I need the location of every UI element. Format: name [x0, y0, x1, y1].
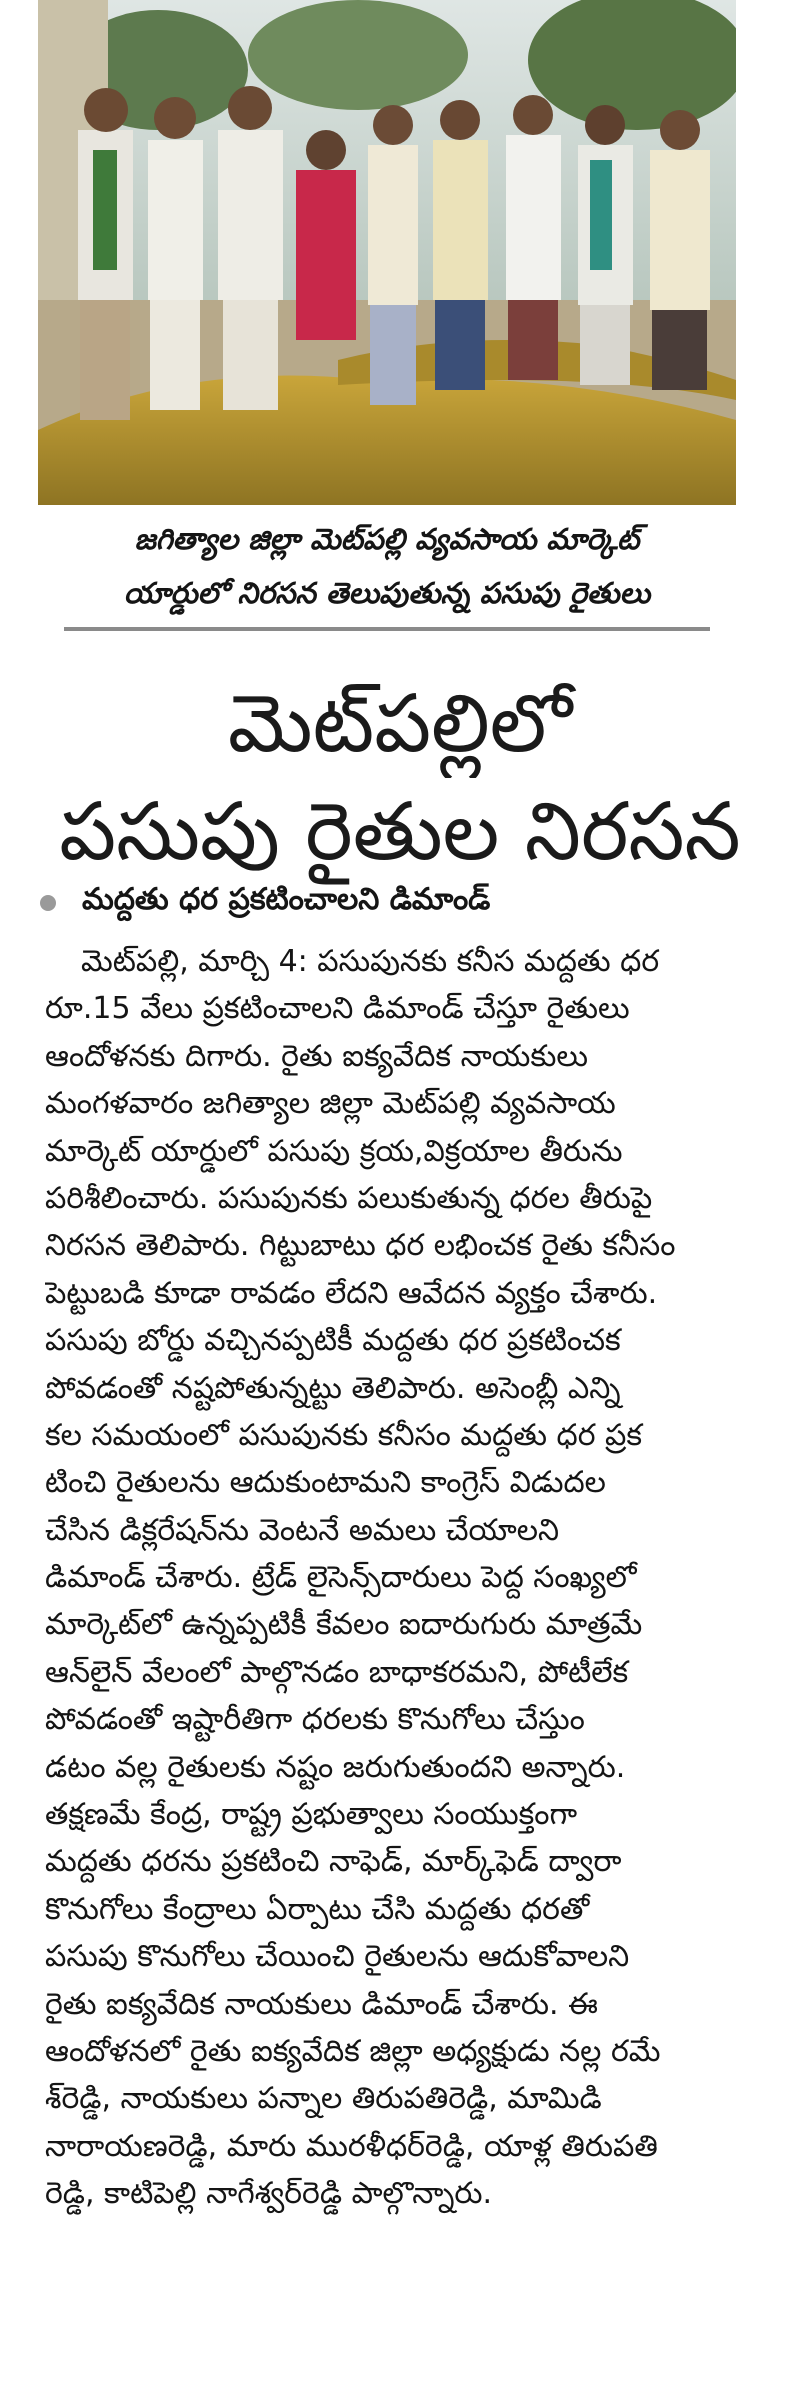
deck-text: మద్దతు ధర ప్రకటించాలని డిమాండ్	[82, 882, 491, 917]
body-line: మంగళవారం జగిత్యాల జిల్లా మెట్‌పల్లి వ్యవసాయ	[45, 1086, 616, 1122]
farmers-protest-photo	[38, 0, 736, 505]
body-line: ఆందోళనలో రైతు ఐక్యవేదిక జిల్లా అధ్యక్షుడు నల్ల రమే	[45, 2033, 661, 2069]
body-line: మద్దతు ధరను ప్రకటించి నాఫెడ్, మార్క్‌ఫెడ్ ద్వారా	[45, 1844, 622, 1880]
body-line: తక్షణమే కేంద్ర, రాష్ట్ర ప్రభుత్వాలు సంయుక్తంగా	[45, 1797, 578, 1833]
caption-line: జగిత్యాల జిల్లా మెట్‌పల్లి వ్యవసాయ మార్కెట్	[134, 522, 640, 556]
body-line: రూ.15 వేలు ప్రకటించాలని డిమాండ్ చేస్తూ రైతులు	[45, 991, 630, 1027]
body-line: పసుపు బోర్డు వచ్చినప్పటికీ మద్దతు ధర ప్రకటించక	[45, 1323, 621, 1359]
body-line: పోవడంతో ఇష్టారీతిగా ధరలకు కొనుగోలు చేస్తుం	[45, 1702, 585, 1738]
body-line: చేసిన డిక్లరేషన్‌ను వెంటనే అమలు చేయాలని	[45, 1512, 560, 1548]
caption-divider	[64, 627, 710, 631]
body-line: కొనుగోలు కేంద్రాలు ఏర్పాటు చేసి మద్దతు ధరతో	[45, 1891, 590, 1927]
caption-line: యార్డులో నిరసన తెలుపుతున్న పసుపు రైతులు	[123, 576, 651, 610]
photo-illustration	[38, 0, 736, 505]
body-line: ఆందోళనకు దిగారు. రైతు ఐక్యవేదిక నాయకులు	[45, 1038, 589, 1074]
body-line: పరిశీలించారు. పసుపునకు పలుకుతున్న ధరల తీరుపై	[45, 1180, 653, 1216]
body-line: టించి రైతులను ఆదుకుంటామని కాంగ్రెస్ విడుదల	[45, 1465, 606, 1501]
body-line: మెట్‌పల్లి, మార్చి 4: పసుపునకు కనీస మద్దతు ధర	[81, 944, 660, 979]
body-line: కల సమయంలో పసుపునకు కనీసం మద్దతు ధర ప్రక	[45, 1417, 643, 1453]
headline-line: మెట్‌పల్లిలో	[227, 677, 573, 770]
bullet-icon	[40, 895, 56, 911]
body-line: రెడ్డి, కాటిపెల్లి నాగేశ్వర్‌రెడ్డి పాల్గొన్నారు.	[45, 2176, 493, 2212]
protesters	[78, 86, 710, 420]
article-headline	[30, 670, 770, 886]
headline-line: పసుపు రైతుల నిరసన	[59, 785, 741, 878]
article-deck	[40, 876, 740, 930]
body-line: మార్కెట్‌లో ఉన్నప్పటికీ కేవలం ఐదారుగురు మాత్రమే	[45, 1607, 643, 1643]
body-line: డటం వల్ల రైతులకు నష్టం జరుగుతుందని అన్నారు.	[45, 1749, 626, 1785]
body-line: మార్కెట్ యార్డులో పసుపు క్రయ,విక్రయాల తీరును	[45, 1133, 623, 1169]
body-line: ఆన్‌లైన్ వేలంలో పాల్గొనడం బాధాకరమని, పోటీలేక	[45, 1654, 629, 1690]
body-line: రైతు ఐక్యవేదిక నాయకులు డిమాండ్ చేశారు. ఈ	[45, 1986, 598, 2022]
photo-caption	[52, 512, 722, 632]
body-line: నారాయణరెడ్డి, మారు మురళీధర్‌రెడ్డి, యాళ్ల తిరుపతి	[45, 2128, 658, 2164]
body-line: పసుపు కొనుగోలు చేయించి రైతులను ఆదుకోవాలని	[45, 1939, 630, 1975]
body-line: నిరసన తెలిపారు. గిట్టుబాటు ధర లభించక రైతు కనీసం	[45, 1228, 676, 1264]
body-line: పోవడంతో నష్టపోతున్నట్టు తెలిపారు. అసెంబ్లీ ఎన్ని	[45, 1370, 621, 1406]
body-line: శ్‌రెడ్డి, నాయకులు పన్నాల తిరుపతిరెడ్డి, మామిడి	[45, 2081, 602, 2117]
body-line: పెట్టుబడి కూడా రావడం లేదని ఆవేదన వ్యక్తం చేశారు.	[45, 1275, 658, 1311]
body-line: డిమాండ్ చేశారు. ట్రేడ్ లైసెన్స్‌దారులు పెద్ద సంఖ్యలో	[45, 1560, 637, 1596]
article-body	[45, 938, 757, 2218]
